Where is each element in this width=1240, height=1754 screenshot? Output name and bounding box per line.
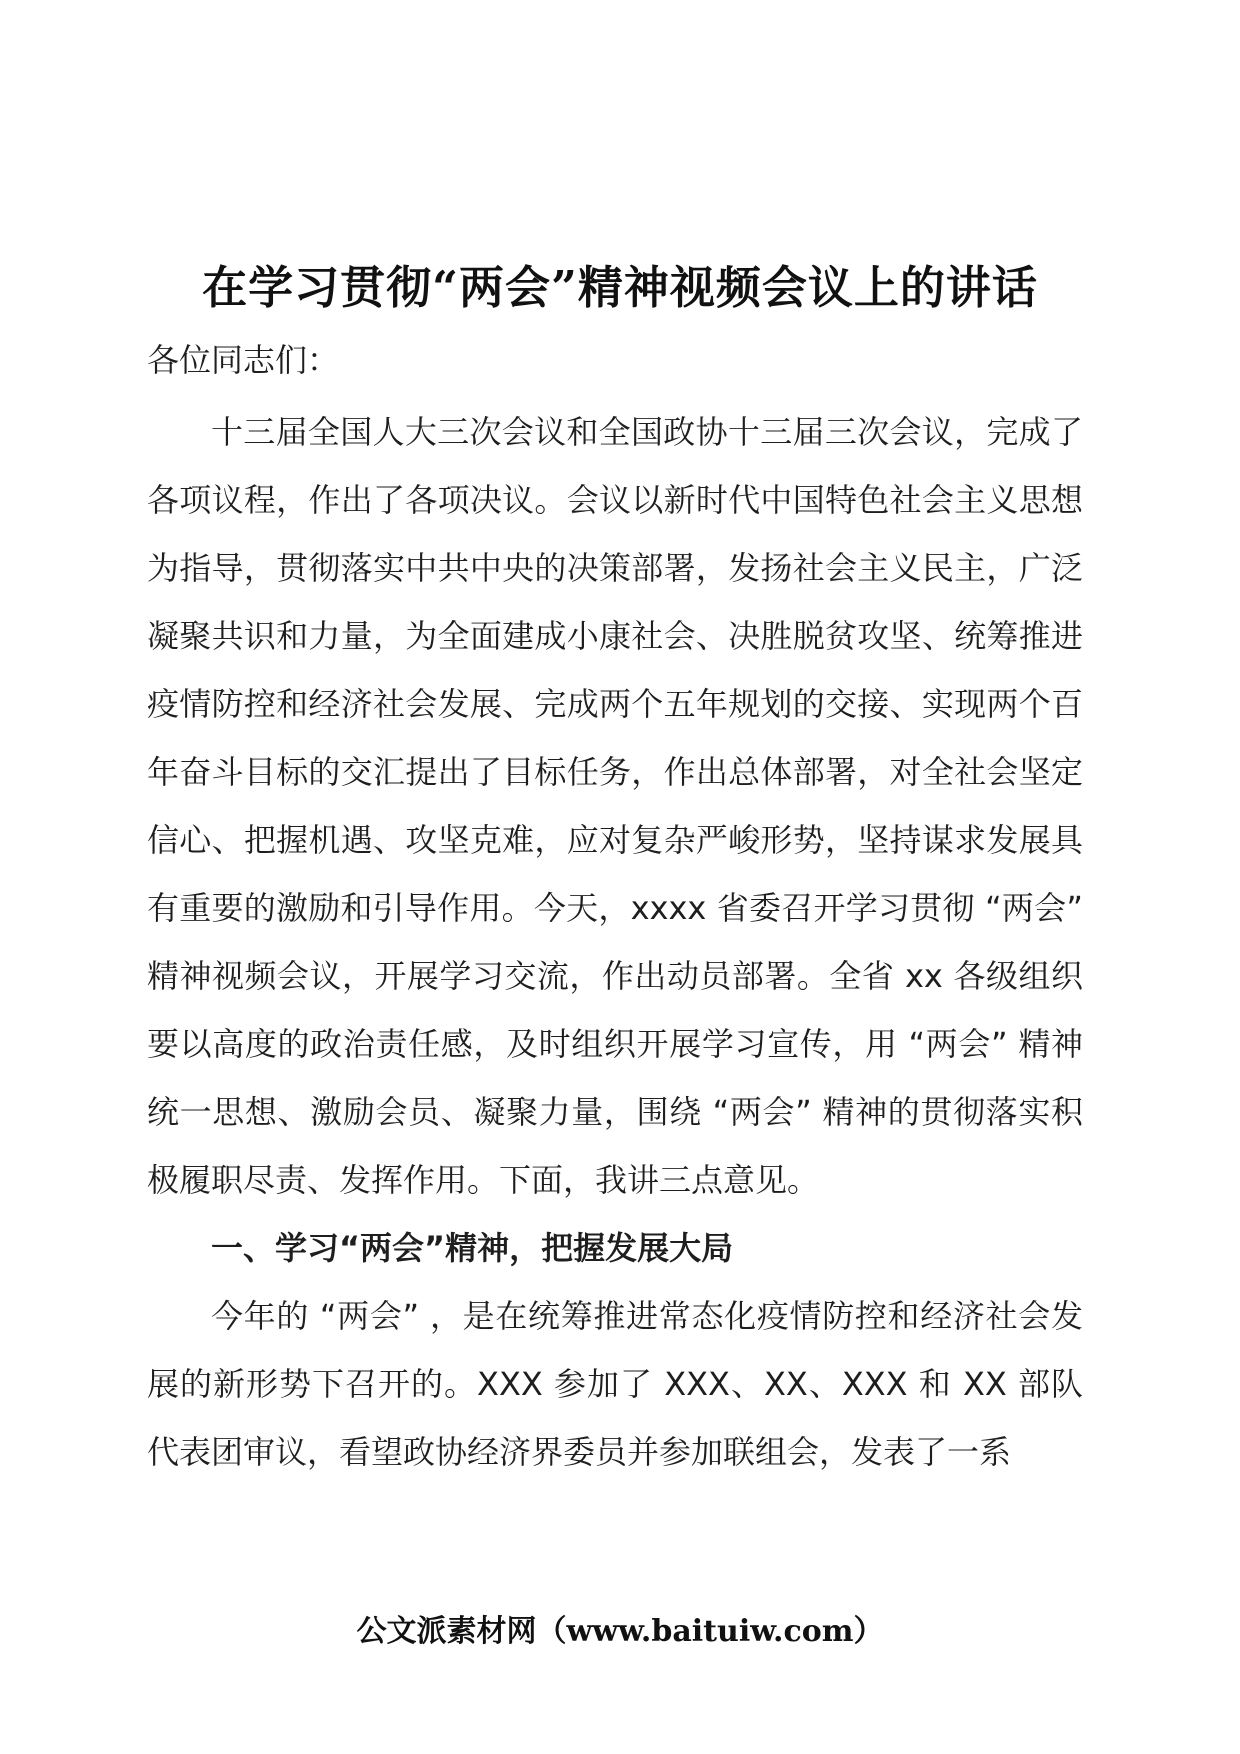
document-title: 在学习贯彻“两会”精神视频会议上的讲话	[202, 261, 1038, 314]
section-heading: 一、学习“两会”精神，把握发展大局	[211, 1229, 734, 1267]
document-body	[147, 330, 1083, 1486]
footer-source: 公文派素材网（www.baituiw.com）	[356, 1614, 884, 1649]
section-paragraph: 今年的 “两会” ，是在统筹推进常态化疫情防控和经济社会发展的新形势下召开的。XXX 参加了 XXX、XX、XXX 和 XX 部队代表团审议，看望政协经济界委员并参加联组会，发表了一系	[147, 1297, 1083, 1471]
intro-paragraph: 十三届全国人大三次会议和全国政协十三届三次会议，完成了各项议程，作出了各项决议。会议以新时代中国特色社会主义思想为指导，贯彻落实中共中央的决策部署，发扬社会主义民主，广泛凝聚共识和力量，为全面建成小康社会、决胜脱贫攻坚、统筹推进疫情防控和经济社会发展、完成两个五年规划的交接、实现两个百年奋斗目标的交汇提出了目标任务，作出总体部署，对全社会坚定信心、把握机遇、攻坚克难，应对复杂严峻形势，坚持谋求发展具有重要的激励和引导作用。今天，xxxx 省委召开学习贯彻 “两会” 精神视频会议，开展学习交流，作出动员部署。全省 xx 各级组织要以高度的政治责任感，及时组织开展学习宣传，用 “两会” 精神统一思想、激励会员、凝聚力量，围绕 “两会” 精神的贯彻落实积极履职尽责、发挥作用。下面，我讲三点意见。	[147, 413, 1083, 1199]
greeting: 各位同志们：	[147, 341, 340, 379]
